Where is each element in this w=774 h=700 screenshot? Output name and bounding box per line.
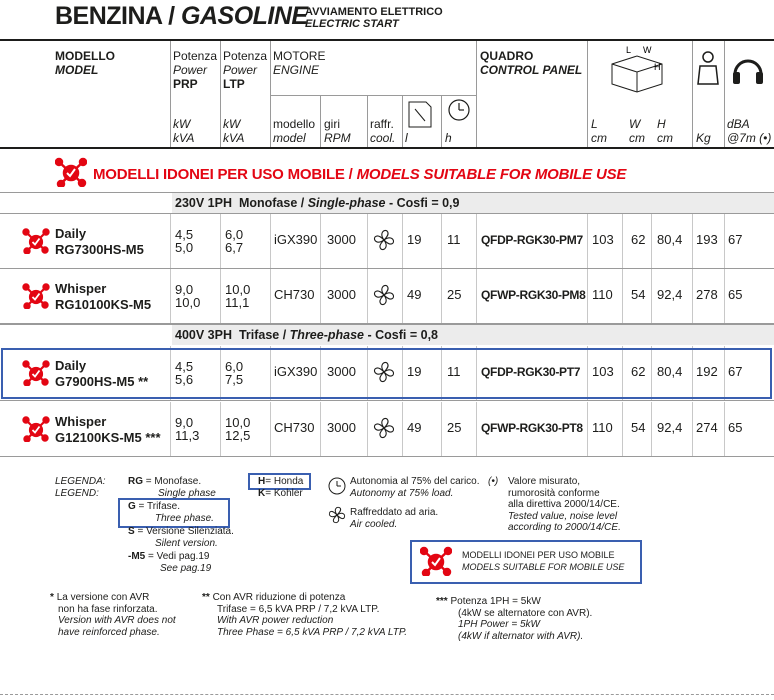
model-name xyxy=(55,414,161,446)
s-en: Silent version. xyxy=(155,537,218,549)
col-divider xyxy=(441,269,442,323)
header-model-en: MODEL xyxy=(55,63,99,77)
sec-a: 230V 1PH xyxy=(175,196,232,210)
cell-panel: QFWP-RGK30-PM8 xyxy=(481,288,586,302)
box-l: L xyxy=(626,45,632,55)
prp-en: Power xyxy=(173,63,208,77)
col-divider xyxy=(367,214,368,268)
col-divider xyxy=(476,402,477,456)
clock-icon xyxy=(327,476,347,496)
col-divider xyxy=(622,214,623,268)
cell-ltp xyxy=(225,228,243,254)
rpm-it: giri xyxy=(324,117,341,131)
col-divider xyxy=(622,402,623,456)
legend-title-en: LEGEND: xyxy=(55,487,99,499)
n3-it2: (4kW se alternatore con AVR). xyxy=(458,607,593,619)
prp-it: Potenza xyxy=(173,49,218,63)
col-divider xyxy=(367,402,368,456)
title-fuel-it: BENZINA xyxy=(55,2,162,30)
model-series: Daily xyxy=(55,226,87,241)
mobile-use-icon xyxy=(22,228,50,254)
air-it: Raffreddato ad aria. xyxy=(350,507,439,518)
n1-en1: Version with AVR does not xyxy=(58,615,176,626)
cell-value: 12,5 xyxy=(225,428,251,443)
engine-subline xyxy=(270,95,476,96)
col-divider xyxy=(270,214,271,268)
cell-kg: 193 xyxy=(696,232,718,247)
mobile-it: MODELLI IDONEI PER USO MOBILE xyxy=(462,550,615,560)
table-row xyxy=(0,402,774,456)
unit-kva: kVA xyxy=(223,131,245,145)
legend-s xyxy=(128,526,234,549)
col-divider xyxy=(220,402,221,456)
col-divider xyxy=(402,214,403,268)
cm: cm xyxy=(657,131,673,145)
k-val: = Kohler xyxy=(265,488,303,499)
col-divider xyxy=(724,402,725,456)
cell-dba: 67 xyxy=(728,364,743,379)
engine-en: ENGINE xyxy=(273,63,320,77)
fan-icon xyxy=(327,505,347,525)
page-title xyxy=(55,2,308,31)
cm: cm xyxy=(629,131,645,145)
cell-hours: 11 xyxy=(447,232,461,247)
cell-w: 54 xyxy=(631,420,646,435)
note-1ph-power xyxy=(436,596,592,642)
headphones-icon xyxy=(730,52,766,86)
col-divider xyxy=(724,269,725,323)
cell-dba: 65 xyxy=(728,287,743,302)
cell-l: 103 xyxy=(592,232,614,247)
legend-rg xyxy=(128,476,216,499)
col-divider xyxy=(587,214,588,268)
row-rule xyxy=(0,400,774,401)
noise-en2: according to 2000/14/CE. xyxy=(508,522,621,533)
col-divider xyxy=(320,95,321,147)
model-series: Whisper xyxy=(55,414,107,429)
engine-model-hdr xyxy=(273,117,315,145)
header-model-it: MODELLO xyxy=(55,49,115,63)
col-divider xyxy=(320,402,321,456)
col-divider xyxy=(651,214,652,268)
auto-en: Autonomy at 75% load. xyxy=(350,487,454,499)
sec-b: Monofase / xyxy=(238,196,308,210)
unit-kw: kW xyxy=(173,117,191,131)
legend-k xyxy=(258,488,303,500)
model-name xyxy=(55,281,151,313)
k-key: K xyxy=(258,488,266,499)
col-divider xyxy=(220,269,221,323)
col-divider xyxy=(651,269,652,323)
col-divider xyxy=(320,214,321,268)
s-key: S xyxy=(128,526,135,537)
cell-kg: 278 xyxy=(696,287,718,302)
table-row xyxy=(0,214,774,268)
ltp-units xyxy=(223,117,244,145)
col-divider xyxy=(692,214,693,268)
unit-kva: kVA xyxy=(173,131,195,145)
highlight-row-g7900 xyxy=(1,348,772,399)
col-divider xyxy=(476,41,477,147)
ltp-label: LTP xyxy=(223,77,245,91)
model-series: Daily xyxy=(55,358,87,373)
banner-en: MODELS SUITABLE FOR MOBILE USE xyxy=(356,166,627,183)
cell-w: 54 xyxy=(631,287,646,302)
cell-ltp xyxy=(225,283,250,309)
cell-value: 11,3 xyxy=(175,428,200,443)
n1-it2: non ha fase rinforzata. xyxy=(58,603,158,615)
n2-it1: Con AVR riduzione di potenza xyxy=(212,592,346,603)
cell-h: 92,4 xyxy=(657,420,683,435)
m5-key: -M5 xyxy=(128,551,146,562)
col-divider xyxy=(170,214,171,268)
cell-prp xyxy=(175,228,193,254)
legend-dot: (•) xyxy=(488,476,499,487)
n3-en2: (4kW if alternator with AVR). xyxy=(458,630,584,642)
sec-d: - Cosfi = 0,8 xyxy=(364,328,438,342)
title-subtitle xyxy=(305,6,443,30)
header-prp xyxy=(173,49,217,91)
sec-d: - Cosfi = 0,9 xyxy=(385,196,460,210)
mobile-use-icon xyxy=(420,546,452,576)
box-h: H xyxy=(654,62,661,72)
header-rule xyxy=(0,147,774,149)
dim-w: W xyxy=(629,117,641,131)
col-divider xyxy=(724,41,725,147)
n2-it2: Trifase = 6,5 kVA PRP / 7,2 kVA LTP. xyxy=(217,603,380,615)
unit-kw: kW xyxy=(223,117,241,131)
noise-it2: rumorosità conforme xyxy=(508,487,600,499)
fan-icon xyxy=(372,228,396,252)
mobile-use-icon xyxy=(22,283,50,309)
cell-engine: iGX390 xyxy=(274,364,318,379)
panel-it: QUADRO xyxy=(480,49,534,63)
col-divider xyxy=(220,41,221,147)
sec-c: Three-phase xyxy=(289,328,365,342)
header-engine xyxy=(273,49,325,77)
section-single-phase xyxy=(172,193,774,213)
model-series: Whisper xyxy=(55,281,107,296)
col-divider xyxy=(724,214,725,268)
legend-autonomy xyxy=(350,476,480,499)
cell-tank: 19 xyxy=(407,232,422,247)
col-divider xyxy=(476,269,477,323)
cell-panel: QFDP-RGK30-PT7 xyxy=(481,365,581,379)
cool-it: raffr. xyxy=(370,117,394,131)
dba-sub: @7m (•) xyxy=(727,131,772,145)
start-en: ELECTRIC START xyxy=(305,18,399,30)
legend-noise xyxy=(508,476,621,534)
cell-h: 80,4 xyxy=(657,364,683,379)
s-it: = Versione Silenziata. xyxy=(134,526,234,537)
cool-en: cool. xyxy=(370,131,396,145)
cell-l: 110 xyxy=(592,420,613,435)
legend-mobile-text xyxy=(462,550,624,573)
cell-tank: 19 xyxy=(407,364,422,379)
title-fuel-en: GASOLINE xyxy=(181,2,308,30)
title-sep: / xyxy=(161,2,182,30)
ltp-it: Potenza xyxy=(223,49,268,63)
table-row xyxy=(0,269,774,323)
fan-icon xyxy=(372,416,396,440)
col-divider xyxy=(587,402,588,456)
cell-kg: 274 xyxy=(696,420,718,435)
col-divider xyxy=(320,269,321,323)
auto-it: Autonomia al 75% del carico. xyxy=(350,476,480,487)
tank-unit: l xyxy=(405,131,408,145)
col-divider xyxy=(587,41,588,147)
col-divider xyxy=(651,402,652,456)
cell-engine: CH730 xyxy=(274,420,315,435)
engine-model-it: modello xyxy=(273,117,316,131)
mobile-use-icon xyxy=(55,157,87,187)
cell-l: 103 xyxy=(592,364,614,379)
prp-label: PRP xyxy=(173,77,198,91)
cell-panel: QFWP-RGK30-PT8 xyxy=(481,421,583,435)
cell-ltp xyxy=(225,416,250,442)
col-divider xyxy=(170,269,171,323)
col-divider xyxy=(402,95,403,147)
rg-en: Single phase xyxy=(158,487,216,499)
kg-hdr: Kg xyxy=(696,131,711,145)
cell-value: 10,0 xyxy=(225,415,251,430)
col-divider xyxy=(587,269,588,323)
cell-h: 80,4 xyxy=(657,232,683,247)
weight-icon xyxy=(696,50,720,86)
col-divider xyxy=(622,269,623,323)
g-key: G xyxy=(128,501,136,512)
col-divider xyxy=(270,41,271,147)
dim-h: H xyxy=(657,117,666,131)
note-avr xyxy=(50,592,176,638)
cell-value: 10,0 xyxy=(175,295,201,310)
model-code: RG7300HS-M5 xyxy=(55,242,144,257)
cell-prp xyxy=(175,416,199,442)
dba-hdr xyxy=(727,117,771,145)
col-divider xyxy=(441,214,442,268)
col-divider xyxy=(270,402,271,456)
noise-it3: alla direttiva 2000/14/CE. xyxy=(508,499,620,510)
dim-l: L xyxy=(591,117,598,131)
clock-icon xyxy=(445,98,473,124)
cell-rpm: 3000 xyxy=(327,364,356,379)
mobile-en: MODELS SUITABLE FOR MOBILE USE xyxy=(462,561,625,572)
hours-unit: h xyxy=(445,131,452,145)
n2-en1: With AVR power reduction xyxy=(217,615,334,626)
col-divider xyxy=(402,269,403,323)
sec-b: Trifase / xyxy=(238,328,290,342)
cell-value: 6,0 xyxy=(225,227,244,242)
note-avr-reduction xyxy=(202,592,407,638)
legend-title-it: LEGENDA: xyxy=(55,476,106,487)
h-hdr xyxy=(657,117,673,145)
fuel-tank-icon xyxy=(406,97,434,129)
cell-hours: 11 xyxy=(447,364,461,379)
cell-value: 10,0 xyxy=(225,282,251,297)
sec-a: 400V 3PH xyxy=(175,328,232,342)
legend-title xyxy=(55,476,106,499)
model-code: G7900HS-M5 ** xyxy=(55,374,149,389)
cell-w: 62 xyxy=(631,364,646,379)
col-divider xyxy=(476,214,477,268)
cell-dba: 65 xyxy=(728,420,743,435)
cm: cm xyxy=(591,131,607,145)
engine-model-en: model xyxy=(273,131,306,145)
rg-it: = Monofase. xyxy=(143,476,202,487)
header-model xyxy=(55,49,115,77)
g-en: Three phase. xyxy=(155,512,214,524)
cell-value: 4,5 xyxy=(175,227,194,242)
cell-value: 5,0 xyxy=(175,240,194,255)
cell-prp xyxy=(175,283,200,309)
mobile-use-icon xyxy=(22,416,50,442)
col-divider xyxy=(270,269,271,323)
row-rule xyxy=(0,323,774,324)
col-divider xyxy=(170,41,171,147)
l-hdr xyxy=(591,117,607,145)
cell-rpm: 3000 xyxy=(327,287,356,302)
header-ltp xyxy=(223,49,267,91)
mobile-banner xyxy=(93,166,626,183)
row-rule xyxy=(0,456,774,457)
section-three-phase xyxy=(172,325,774,345)
col-divider xyxy=(367,269,368,323)
cell-value: 9,0 xyxy=(175,415,194,430)
cell-tank: 49 xyxy=(407,287,422,302)
rg-key: RG xyxy=(128,476,143,487)
ltp-en: Power xyxy=(223,63,258,77)
col-divider xyxy=(692,41,693,147)
cell-tank: 49 xyxy=(407,420,422,435)
dba: dBA xyxy=(727,117,750,131)
noise-it1: Valore misurato, xyxy=(508,476,581,487)
cell-rpm: 3000 xyxy=(327,420,356,435)
col-divider xyxy=(692,402,693,456)
prp-units xyxy=(173,117,194,145)
cell-h: 92,4 xyxy=(657,287,683,302)
n1-it1: La versione con AVR xyxy=(56,592,150,603)
h-val: = Honda xyxy=(265,476,304,487)
cell-engine: iGX390 xyxy=(274,232,318,247)
cell-l: 110 xyxy=(592,287,613,302)
highlight-legend-g xyxy=(118,498,230,528)
cell-kg: 192 xyxy=(696,364,718,379)
cell-hours: 25 xyxy=(447,287,462,302)
fan-icon xyxy=(372,283,396,307)
col-divider xyxy=(402,402,403,456)
banner-it: MODELLI IDONEI PER USO MOBILE xyxy=(93,166,345,183)
cool-hdr xyxy=(370,117,395,145)
top-rule xyxy=(0,39,774,41)
n1-mark: * xyxy=(50,592,54,603)
panel-en: CONTROL PANEL xyxy=(480,63,583,77)
cell-value: 6,0 xyxy=(225,359,244,374)
n3-en1: 1PH Power = 5kW xyxy=(458,619,540,630)
cell-value: 11,1 xyxy=(225,295,250,310)
legend-m5 xyxy=(128,551,211,574)
rpm-en: RPM xyxy=(324,131,351,145)
model-name xyxy=(55,226,144,258)
cell-panel: QFDP-RGK30-PM7 xyxy=(481,233,583,247)
banner-sep: / xyxy=(344,166,357,183)
col-divider xyxy=(692,269,693,323)
cell-hours: 25 xyxy=(447,420,462,435)
model-code: RG10100KS-M5 xyxy=(55,297,152,312)
box-w: W xyxy=(643,45,652,55)
start-it: AVVIAMENTO ELETTRICO xyxy=(305,6,443,18)
rpm-hdr xyxy=(324,117,351,145)
n2-mark: ** xyxy=(202,592,210,603)
engine-it: MOTORE xyxy=(273,49,326,63)
col-divider xyxy=(367,95,368,147)
h-key: H xyxy=(258,476,266,487)
col-divider xyxy=(170,402,171,456)
cell-value: 9,0 xyxy=(175,282,194,297)
noise-en1: Tested value, noise level xyxy=(508,510,618,522)
w-hdr xyxy=(629,117,645,145)
legend-air xyxy=(350,507,438,530)
cell-value: 6,7 xyxy=(225,240,244,255)
n1-en2: have reinforced phase. xyxy=(58,626,160,638)
col-divider xyxy=(441,95,442,147)
model-code: G12100KS-M5 *** xyxy=(55,430,161,445)
m5-en: See pag.19 xyxy=(160,562,212,574)
dimensions-box-icon xyxy=(592,44,682,94)
cell-dba: 67 xyxy=(728,232,743,247)
header-panel xyxy=(480,49,582,77)
cell-value: 7,5 xyxy=(225,372,244,387)
cell-value: 4,5 xyxy=(175,359,194,374)
sec-c: Single-phase xyxy=(307,196,386,210)
n2-en2: Three Phase = 6,5 kVA PRP / 7,2 kVA LTP. xyxy=(217,626,408,638)
col-divider xyxy=(441,402,442,456)
cell-engine: CH730 xyxy=(274,287,315,302)
n3-mark: *** xyxy=(436,596,448,607)
col-divider xyxy=(220,214,221,268)
bottom-dash xyxy=(0,694,774,695)
cell-value: 5,6 xyxy=(175,372,194,387)
cell-w: 62 xyxy=(631,232,646,247)
m5-it: = Vedi pag.19 xyxy=(145,551,210,562)
air-en: Air cooled. xyxy=(350,518,398,530)
g-it: = Trifase. xyxy=(135,501,180,512)
n3-it1: Potenza 1PH = 5kW xyxy=(450,596,541,607)
cell-rpm: 3000 xyxy=(327,232,356,247)
